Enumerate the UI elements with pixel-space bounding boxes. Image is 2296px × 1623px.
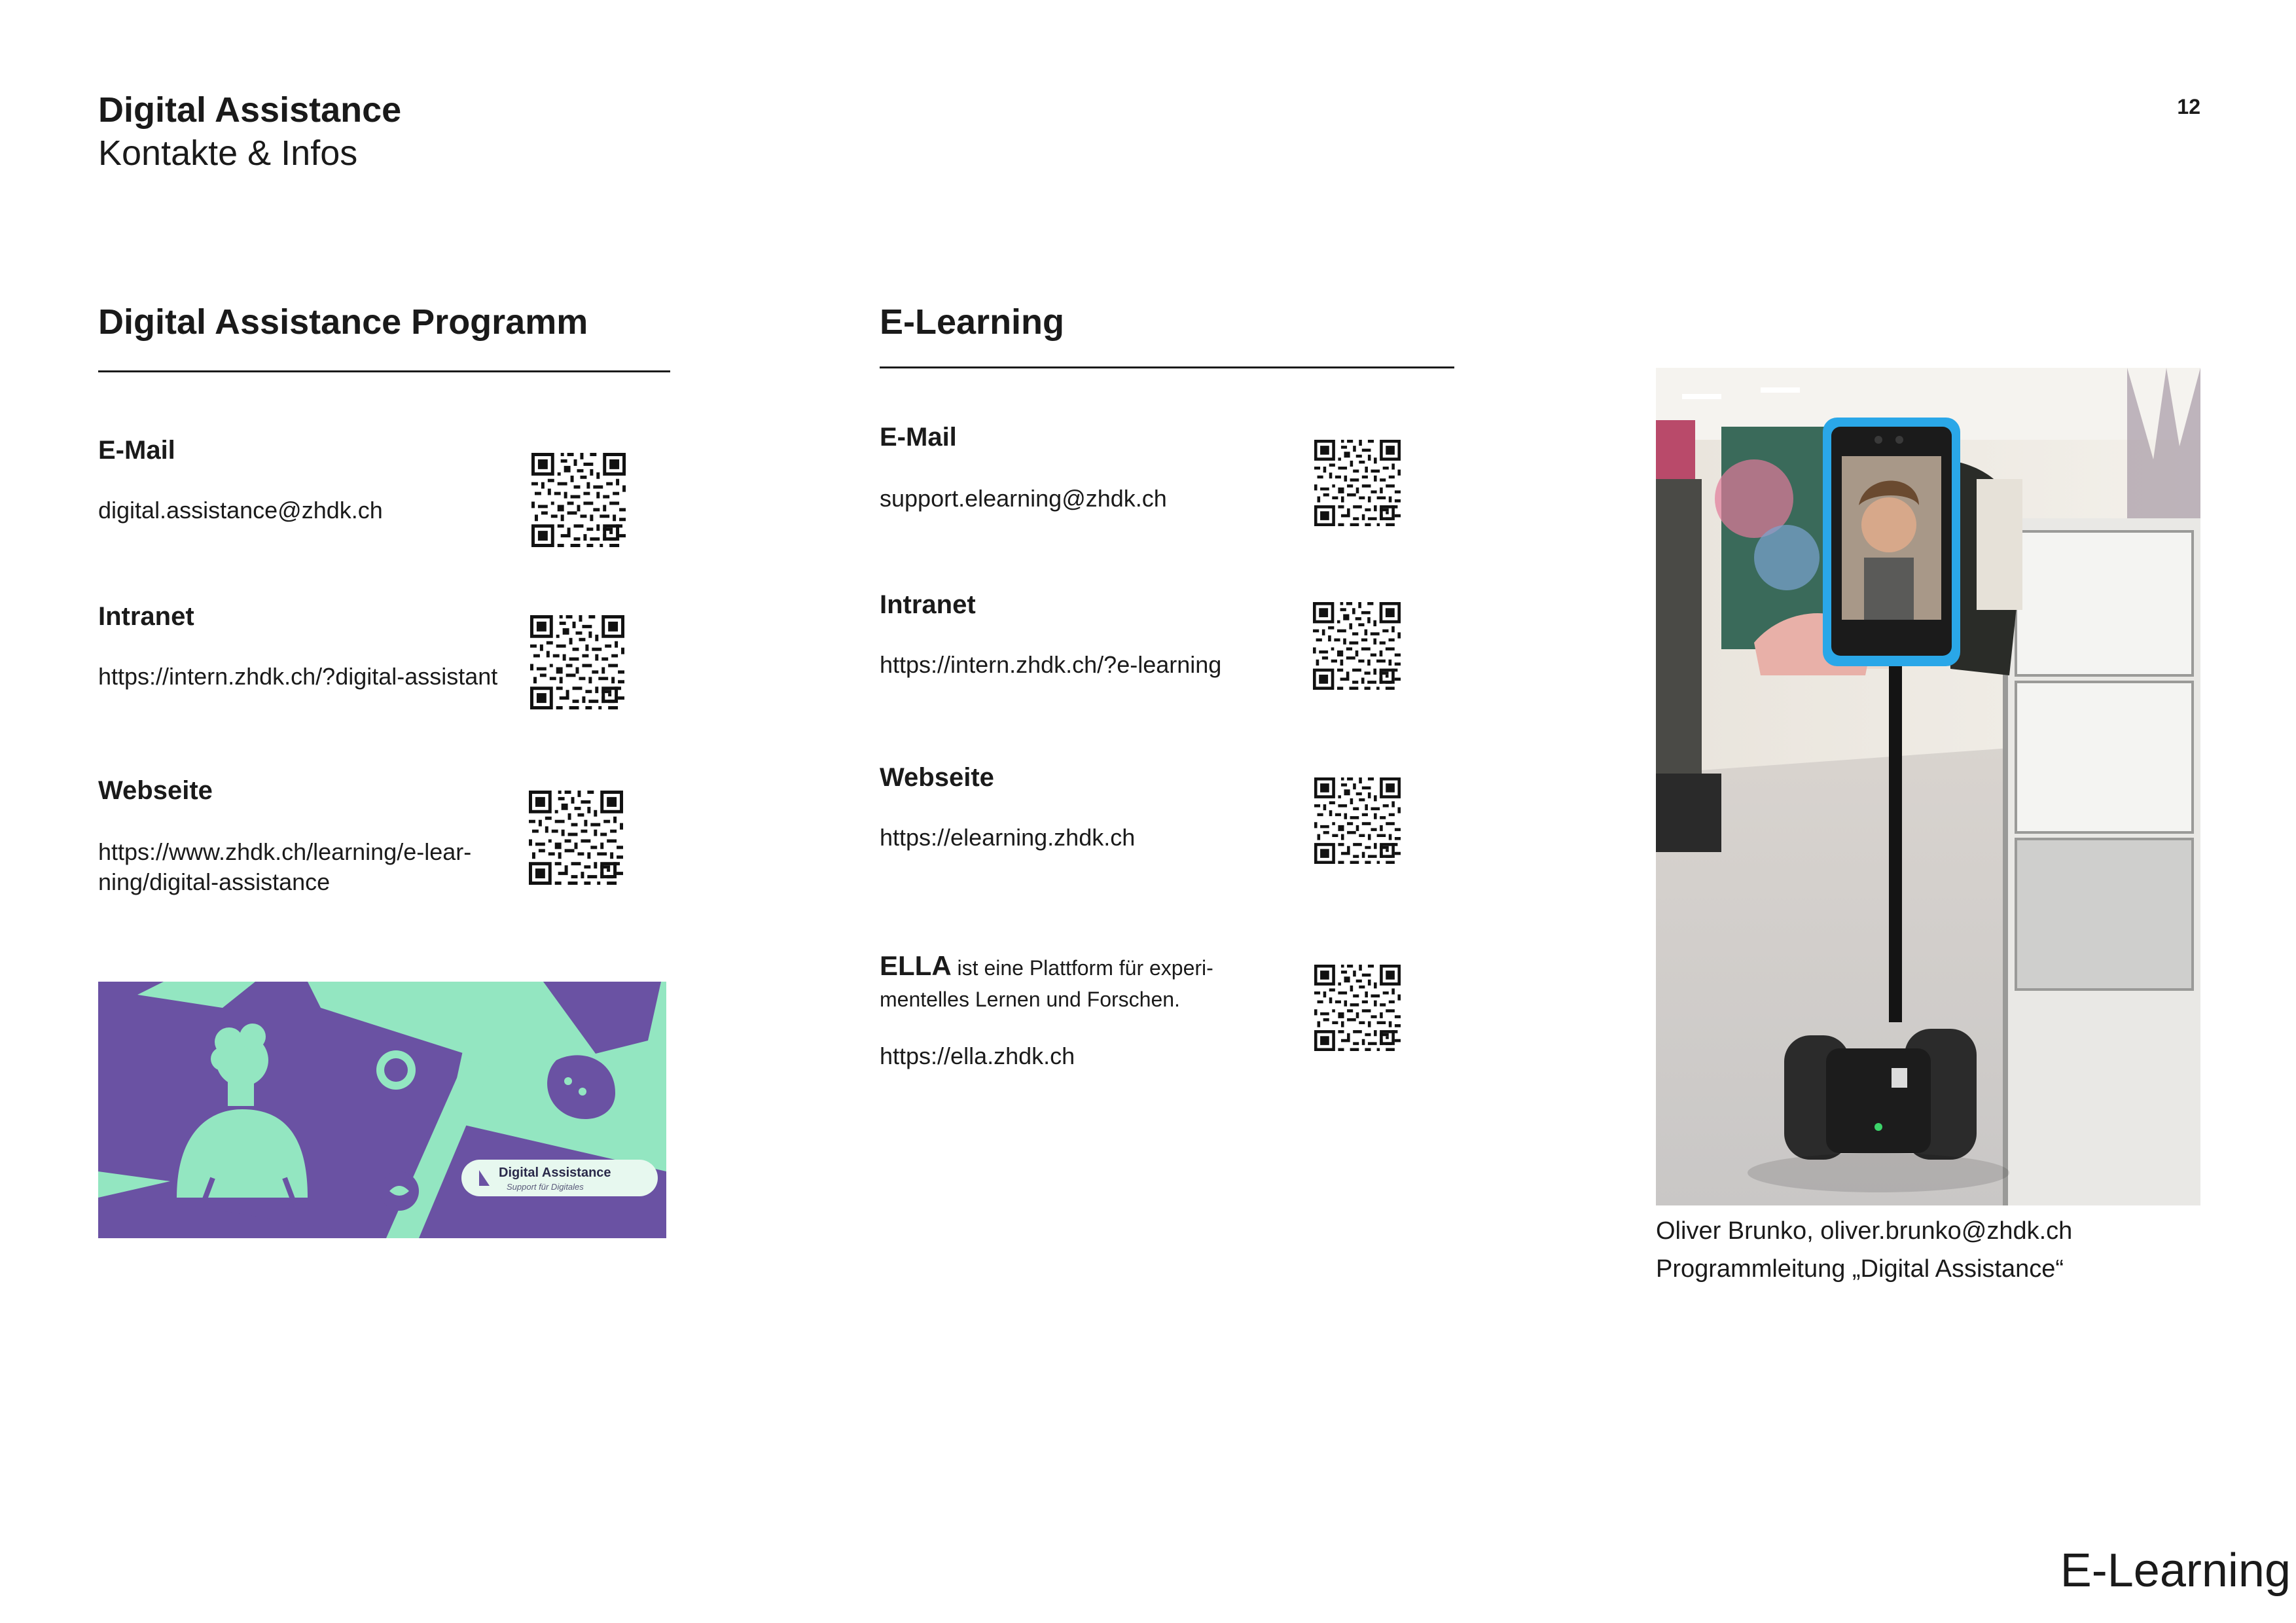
ella-link[interactable]: https://ella.zhdk.ch xyxy=(880,1043,1075,1069)
email-label: E-Mail xyxy=(880,423,957,452)
email-link[interactable]: support.elearning@zhdk.ch xyxy=(880,485,1167,512)
banner-logo-title: Digital Assistance xyxy=(499,1166,611,1180)
intranet-link[interactable]: https://intern.zhdk.ch/?digital-assistant xyxy=(98,663,498,690)
website-link-line1[interactable]: https://www.zhdk.ch/learning/e-lear- xyxy=(98,838,472,865)
section-heading-programm: Digital Assistance Programm xyxy=(98,302,588,342)
website-label: Webseite xyxy=(98,776,213,805)
banner-logo-subtitle: Support für Digitales xyxy=(507,1182,584,1192)
section-divider xyxy=(98,370,670,372)
intranet-link[interactable]: https://intern.zhdk.ch/?e-learning xyxy=(880,651,1222,678)
doc-title: Digital Assistance xyxy=(98,90,402,130)
email-link[interactable]: digital.assistance@zhdk.ch xyxy=(98,497,383,524)
page-number: 12 xyxy=(2177,95,2200,118)
website-link[interactable]: https://elearning.zhdk.ch xyxy=(880,824,1136,851)
intranet-label: Intranet xyxy=(98,602,194,631)
ella-name: ELLA xyxy=(880,950,952,981)
ella-description xyxy=(880,950,1246,1015)
section-divider xyxy=(880,366,1454,368)
website-link-line2[interactable]: ning/digital-assistance xyxy=(98,868,331,895)
qr-code-icon[interactable] xyxy=(1313,602,1401,690)
qr-code-icon[interactable] xyxy=(529,791,623,885)
website-label: Webseite xyxy=(880,763,994,792)
qr-code-icon[interactable] xyxy=(531,453,626,547)
ella-text-line1: ist eine Plattform für experi- xyxy=(951,956,1213,980)
qr-code-icon[interactable] xyxy=(1314,965,1401,1051)
intranet-label: Intranet xyxy=(880,590,976,619)
email-label: E-Mail xyxy=(98,436,175,465)
photo-caption-role: Programmleitung „Digital Assistance“ xyxy=(1656,1255,2064,1283)
section-heading-elearning: E-Learning xyxy=(880,302,1065,342)
photo-telepresence-robot xyxy=(1656,368,2200,1205)
doc-subtitle: Kontakte & Infos xyxy=(98,134,358,173)
digital-assistance-banner xyxy=(98,982,666,1238)
footer-section-label: E-Learning xyxy=(2060,1544,2291,1597)
qr-code-icon[interactable] xyxy=(1314,440,1401,526)
qr-code-icon[interactable] xyxy=(530,615,624,709)
photo-caption-name: Oliver Brunko, oliver.brunko@zhdk.ch xyxy=(1656,1217,2073,1245)
ella-text-line2: mentelles Lernen und Forschen. xyxy=(880,988,1180,1011)
qr-code-icon[interactable] xyxy=(1314,777,1401,864)
